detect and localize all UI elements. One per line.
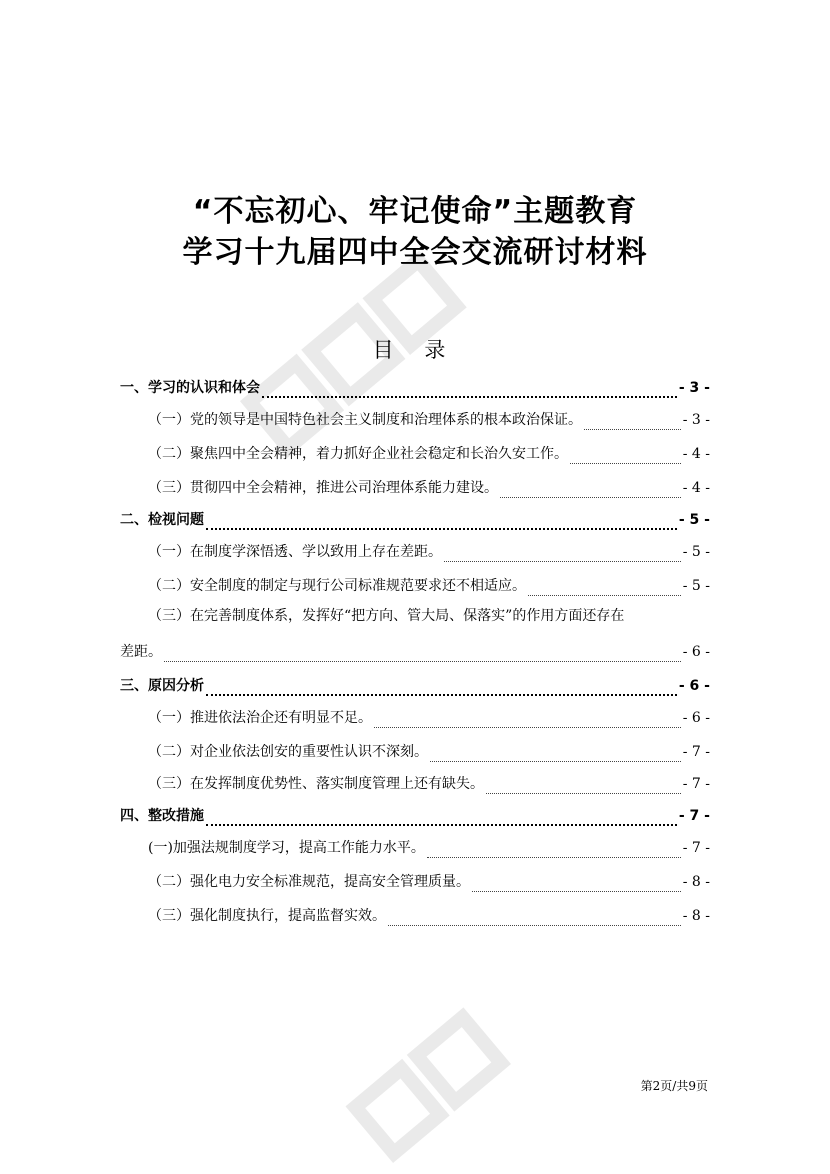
toc-entry-2[interactable] bbox=[120, 506, 710, 530]
toc-leader bbox=[206, 809, 677, 826]
toc-heading: 目 录 bbox=[372, 338, 458, 362]
toc-entry-2-3-continued[interactable] bbox=[120, 638, 710, 662]
toc-entry-text: （一）在制度学深悟透、学以致用上存在差距。 bbox=[148, 544, 442, 560]
toc-entry-1-2[interactable] bbox=[148, 440, 710, 464]
toc-entry-text: （二）对企业依法创安的重要性认识不深刻。 bbox=[148, 744, 428, 760]
toc-leader bbox=[486, 778, 681, 794]
toc-entry-page: - 3 - bbox=[682, 412, 710, 428]
toc-leader bbox=[528, 580, 681, 596]
toc-leader bbox=[427, 842, 681, 858]
toc-leader bbox=[570, 448, 681, 464]
toc-leader bbox=[164, 646, 681, 662]
toc-entry-text: （三）强化制度执行，提高监督实效。 bbox=[148, 908, 386, 924]
toc-leader bbox=[388, 910, 681, 926]
toc-entry-2-3[interactable] bbox=[148, 606, 710, 630]
toc-entry-page: - 6 - bbox=[682, 644, 710, 660]
toc-entry-text: (一)加强法规制度学习，提高工作能力水平。 bbox=[148, 840, 425, 856]
toc-entry-page: - 7 - bbox=[682, 840, 710, 856]
toc-entry-page: - 4 - bbox=[682, 446, 710, 462]
toc-leader bbox=[262, 381, 677, 398]
toc-entry-text: （一）推进依法治企还有明显不足。 bbox=[148, 710, 372, 726]
toc-entry-page: - 5 - bbox=[682, 544, 710, 560]
toc-entry-3-1[interactable] bbox=[148, 704, 710, 728]
toc-leader bbox=[206, 513, 677, 530]
toc-entry-text: （三）在发挥制度优势性、落实制度管理上还有缺失。 bbox=[148, 776, 484, 792]
toc-entry-3-2[interactable] bbox=[148, 738, 710, 762]
toc-entry-4[interactable] bbox=[120, 802, 710, 826]
toc-entry-3[interactable] bbox=[120, 672, 710, 696]
toc-entry-text: （三）在完善制度体系，发挥好“把方向、管大局、保落实”的作用方面还存在 bbox=[148, 608, 625, 624]
toc-entry-2-2[interactable] bbox=[148, 572, 710, 596]
toc-entry-2-1[interactable] bbox=[148, 538, 710, 562]
toc-entry-page: - 5 - bbox=[678, 512, 710, 528]
toc-entry-text: （一）党的领导是中国特色社会主义制度和治理体系的根本政治保证。 bbox=[148, 412, 582, 428]
toc-entry-4-1[interactable] bbox=[148, 834, 710, 858]
toc-entry-text: （二）强化电力安全标准规范，提高安全管理质量。 bbox=[148, 874, 470, 890]
toc-entry-page: - 8 - bbox=[682, 874, 710, 890]
toc-entry-4-3[interactable] bbox=[148, 902, 710, 926]
toc-entry-4-2[interactable] bbox=[148, 868, 710, 892]
toc-entry-page: - 6 - bbox=[678, 678, 710, 694]
toc-entry-1-1[interactable] bbox=[148, 406, 710, 430]
document-title-line2: 学习十九届四中全会交流研讨材料 bbox=[182, 235, 648, 270]
toc-leader bbox=[374, 712, 681, 728]
toc-entry-page: - 7 - bbox=[678, 808, 710, 824]
document-title-line1: “不忘初心、牢记使命”主题教育 bbox=[192, 194, 638, 229]
toc-entry-page: - 7 - bbox=[682, 776, 710, 792]
toc-entry-text: 四、整改措施 bbox=[120, 808, 204, 824]
toc-entry-text: 三、原因分析 bbox=[120, 678, 204, 694]
toc-leader bbox=[444, 546, 681, 562]
toc-entry-page: - 6 - bbox=[682, 710, 710, 726]
toc-entry-page: - 5 - bbox=[682, 578, 710, 594]
toc-entry-page: - 7 - bbox=[682, 744, 710, 760]
toc-leader bbox=[500, 482, 681, 498]
toc-entry-text: （三）贯彻四中全会精神，推进公司治理体系能力建设。 bbox=[148, 480, 498, 496]
toc-leader bbox=[584, 414, 681, 430]
toc-entry-text: （二）聚焦四中全会精神，着力抓好企业社会稳定和长治久安工作。 bbox=[148, 446, 568, 462]
toc-entry-text: 二、检视问题 bbox=[120, 512, 204, 528]
toc-leader bbox=[430, 746, 681, 762]
toc-entry-text: 一、学习的认识和体会 bbox=[120, 380, 260, 396]
toc-entry-page: - 4 - bbox=[682, 480, 710, 496]
toc-entry-page: - 3 - bbox=[678, 380, 710, 396]
toc-entry-page: - 8 - bbox=[682, 908, 710, 924]
toc-leader bbox=[206, 679, 677, 696]
toc-entry-1-3[interactable] bbox=[148, 474, 710, 498]
toc-entry-1[interactable] bbox=[120, 374, 710, 398]
toc-leader bbox=[472, 876, 681, 892]
toc-entry-3-3[interactable] bbox=[148, 770, 710, 794]
page-number-footer: 第2页/共9页 bbox=[640, 1079, 708, 1093]
toc-entry-text-continued: 差距。 bbox=[120, 644, 162, 660]
toc-entry-text: （二）安全制度的制定与现行公司标准规范要求还不相适应。 bbox=[148, 578, 526, 594]
